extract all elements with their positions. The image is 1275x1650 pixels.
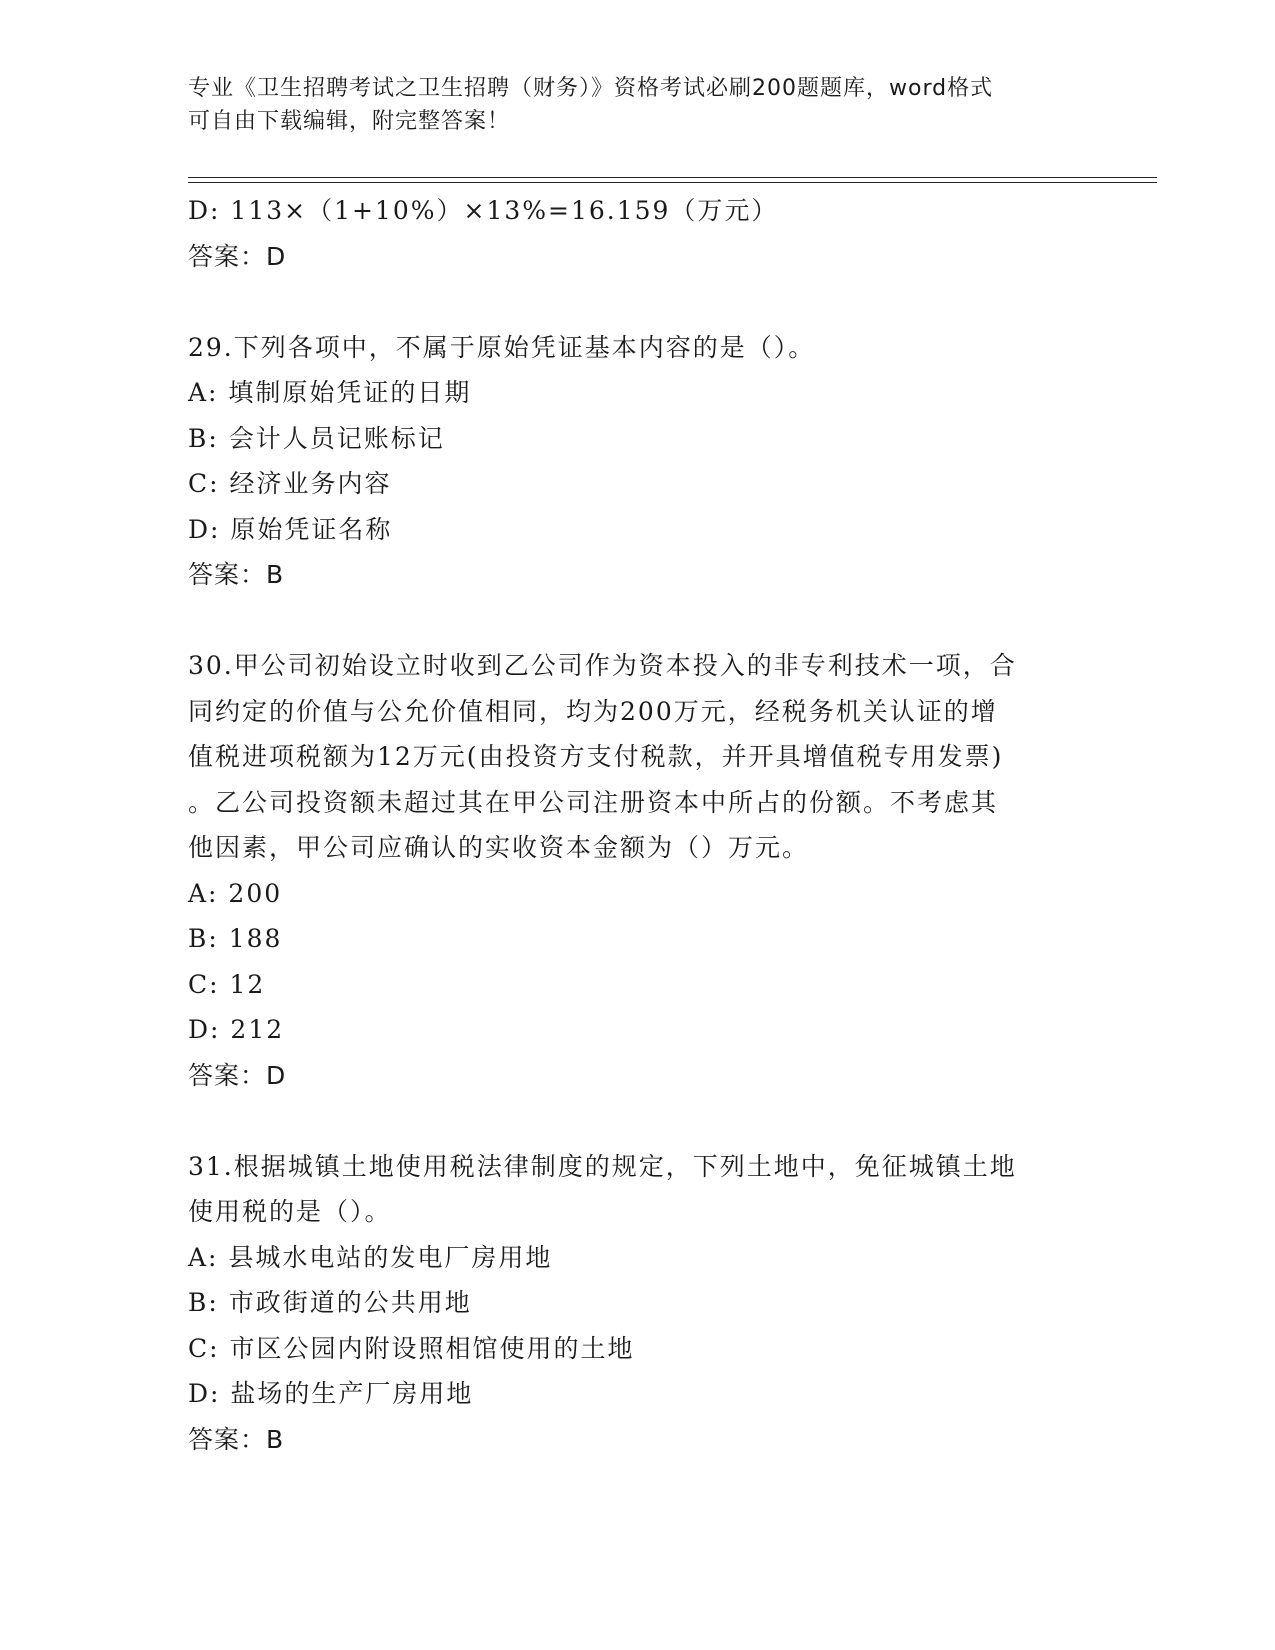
question-content [188,188,1088,1462]
header-divider-bottom [188,182,1157,183]
answer: 答案：B [188,560,285,589]
question-29 [188,325,1088,598]
option-c: C: 市区公园内附设照相馆使用的土地 [188,1333,635,1363]
question-stem-line: 同约定的价值与公允价值相同，均为200万元，经税务机关认证的增 [188,696,998,726]
question-31 [188,1144,1088,1463]
question-stem-line: 使用税的是（）。 [188,1197,392,1226]
option-b: B: 188 [188,924,283,953]
spacer [188,1098,1088,1144]
option-c: C: 经济业务内容 [188,469,392,498]
option-d: D: 212 [188,1015,285,1044]
option-d: D: 原始凭证名称 [188,514,393,544]
spacer [188,598,1088,644]
option-a: A: 填制原始凭证的日期 [188,378,472,407]
option-d: D: 盐场的生产厂房用地 [188,1379,474,1408]
option-b: B: 会计人员记账标记 [188,423,445,453]
question-stem-line: 31.根据城镇土地使用税法律制度的规定，下列土地中，免征城镇土地 [188,1151,1017,1181]
option-a: A: 200 [188,878,283,908]
header-divider-top [188,177,1157,178]
question-stem-line: 他因素，甲公司应确认的实收资本金额为（）万元。 [188,833,810,862]
question-stem-line: 值税进项税额为12万元(由投资方支付税款，并开具增值税专用发票) [188,742,1004,771]
document-header [188,72,1088,138]
answer: 答案：B [188,1424,285,1454]
header-line-1: 专业《卫生招聘考试之卫生招聘（财务）》资格考试必刷200题题库，word格式 [188,76,994,101]
spacer [188,279,1088,325]
carryover-answer: 答案：D [188,241,287,271]
option-a: A: 县城水电站的发电厂房用地 [188,1242,553,1272]
carryover-option-d: D: 113×（1+10%）×13%=16.159（万元） [188,196,779,225]
option-c: C: 12 [188,969,266,999]
question-stem-line: 。乙公司投资额未超过其在甲公司注册资本中所占的份额。不考虑其 [188,787,999,817]
answer: 答案：D [188,1060,287,1090]
question-stem-line: 29.下列各项中，不属于原始凭证基本内容的是（）。 [188,332,816,362]
question-30 [188,643,1088,1098]
question-stem-line: 30.甲公司初始设立时收到乙公司作为资本投入的非专利技术一项，合 [188,651,1017,680]
option-b: B: 市政街道的公共用地 [188,1288,472,1317]
header-line-2: 可自由下载编辑，附完整答案！ [188,109,511,134]
